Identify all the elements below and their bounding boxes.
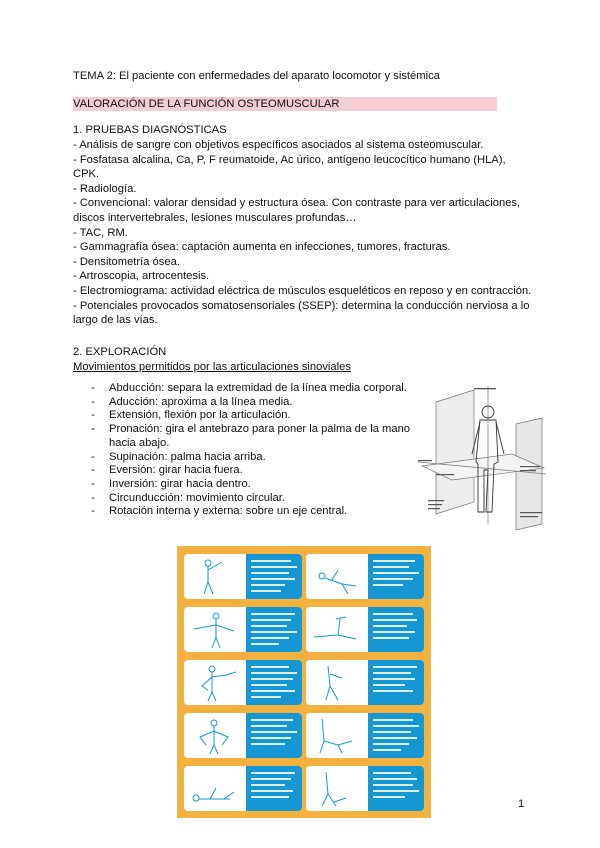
pruebas-line: - Convencional: valorar densidad y estructura ósea. Con contraste para ver articulaciones, discos intervertebrales, lesiones musculares profundas…	[73, 197, 521, 224]
movement-item	[73, 464, 418, 478]
poster-card	[306, 660, 424, 705]
movement-item	[73, 505, 418, 519]
pruebas-heading: 1. PRUEBAS DIAGNÓSTICAS	[73, 124, 227, 136]
poster-card	[184, 660, 302, 705]
pruebas-line: - Gammagrafía ósea: captación aumenta en infecciones, tumores, fracturas.	[73, 241, 451, 254]
movement-text: Supinación: palma hacia arriba.	[109, 450, 266, 463]
bullet-dash: -	[91, 382, 95, 394]
poster-card	[184, 554, 302, 599]
bullet-dash: -	[91, 409, 95, 422]
pruebas-line: - Análisis de sangre con objetivos específicos asociados al sistema osteomuscular.	[73, 139, 484, 151]
person-figure-icon	[186, 662, 242, 703]
person-figure-icon	[308, 662, 364, 703]
poster-card	[306, 554, 424, 599]
movement-item	[73, 423, 418, 450]
poster-card	[306, 766, 424, 811]
movement-text: Abducción: separa la extremidad de la línea media corporal.	[109, 382, 407, 394]
pruebas-line: - TAC, RM.	[73, 226, 128, 239]
pruebas-line: - Artroscopia, artrocentesis.	[73, 270, 210, 283]
anatomical-planes-figure	[416, 384, 548, 530]
section-banner: VALORACIÓN DE LA FUNCIÓN OSTEOMUSCULAR	[73, 97, 497, 111]
movement-text: Aducción: aproxima a la línea media.	[109, 395, 293, 408]
page-number: 1	[518, 798, 525, 810]
pruebas-line: - Fosfatasa alcalina, Ca, P, F reumatoide, Ac úrico, antígeno leucocítico humano (HLA), CPK.	[73, 153, 506, 181]
document-title: TEMA 2: El paciente con enfermedades del aparato locomotor y sistémica	[73, 70, 440, 82]
movement-item	[73, 396, 418, 410]
movement-item	[73, 451, 418, 465]
poster-card	[184, 766, 302, 811]
bullet-dash: -	[91, 423, 95, 436]
person-figure-icon	[186, 715, 242, 756]
person-figure-icon	[308, 768, 364, 809]
pruebas-line: - Radiología.	[73, 182, 137, 195]
bullet-dash: -	[91, 450, 95, 463]
movement-text: Circunducción: movimiento circular.	[109, 491, 285, 504]
person-figure-icon	[186, 609, 242, 650]
bullet-dash: -	[91, 477, 95, 490]
poster-card	[306, 713, 424, 758]
person-figure-icon	[186, 556, 242, 597]
movement-item	[73, 409, 418, 423]
person-figure-icon	[308, 715, 364, 756]
bullet-dash: -	[91, 505, 95, 518]
movement-text: Pronación: gira el antebrazo para poner la palma de la mano hacia abajo.	[109, 423, 411, 449]
poster-card	[306, 607, 424, 652]
pruebas-line: - Potenciales provocados somatosensoriales (SSEP): determina la conducción nerviosa a lo largo de las vías.	[73, 299, 530, 327]
movement-text: Eversión: girar hacia fuera.	[109, 464, 243, 477]
bullet-dash: -	[91, 491, 95, 504]
movement-text: Rotación interna y externa: sobre un eje central.	[109, 505, 348, 518]
movements-poster	[177, 546, 431, 818]
exploracion-subheading: Movimientos permitidos por las articulaciones sinoviales	[73, 361, 351, 373]
pruebas-list	[73, 138, 533, 328]
pruebas-line: - Densitometría ósea.	[73, 255, 180, 268]
poster-card	[184, 607, 302, 652]
movements-list	[73, 382, 418, 519]
movement-text: Extensión, flexión por la articulación.	[109, 409, 291, 422]
bullet-dash: -	[91, 464, 95, 477]
person-figure-icon	[308, 609, 364, 650]
exploracion-heading: 2. EXPLORACIÓN	[73, 346, 167, 358]
movement-item	[73, 492, 418, 506]
pruebas-line: - Electromiograma: actividad eléctrica de músculos esqueléticos en reposo y en contracción.	[73, 284, 532, 297]
bullet-dash: -	[91, 395, 95, 408]
person-figure-icon	[186, 768, 242, 809]
person-figure-icon	[308, 556, 364, 597]
movement-item	[73, 478, 418, 492]
movement-item	[73, 382, 418, 396]
poster-card	[184, 713, 302, 758]
movement-text: Inversión: girar hacia dentro.	[109, 477, 251, 490]
